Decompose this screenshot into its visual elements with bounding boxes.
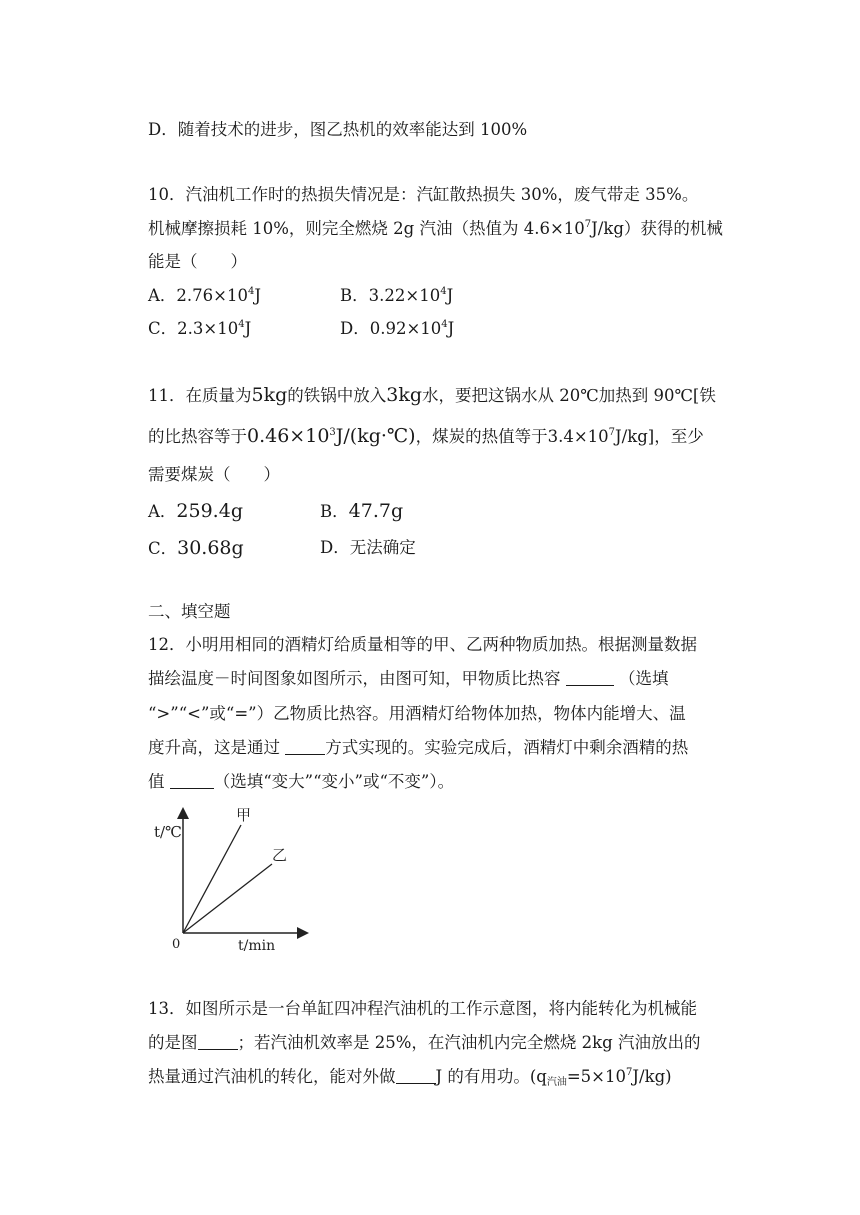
- q13-line2: [148, 1032, 700, 1054]
- q12-text-b: （选填: [619, 669, 669, 688]
- q11-option-b: [320, 500, 403, 523]
- q13-text-a: 的是图: [148, 1033, 198, 1052]
- q11-option-c: [148, 537, 244, 560]
- q13-line3: [148, 1066, 672, 1088]
- q11-option-a: [148, 500, 243, 523]
- option-unit: J: [446, 286, 454, 305]
- q11-math2-b: J/kg: [615, 427, 648, 446]
- q11-heat-value: [548, 427, 648, 446]
- option-label: B．: [340, 286, 369, 305]
- option-mantissa: 3.22×10: [368, 286, 441, 305]
- q10-line2-text-a: 机械摩擦损耗 10%，则完全燃烧 2g 汽油（热值为 4.6×10: [148, 219, 585, 238]
- q12-text-d: 方式实现的。实验完成后，酒精灯中剩余酒精的热: [325, 738, 689, 757]
- option-label: D．: [340, 319, 370, 338]
- answer-blank[interactable]: [566, 670, 614, 686]
- q10-line2-text-b: J/kg）获得的机械: [591, 219, 723, 238]
- q9-option-d: D．随着技术的进步，图乙热机的效率能达到 100%: [148, 120, 528, 139]
- q10-line2-exp: 7: [584, 219, 592, 230]
- option-value: 30.68g: [177, 537, 244, 559]
- option-exp: 4: [247, 286, 255, 297]
- option-unit: J: [254, 286, 261, 305]
- section-title: 二、填空题: [148, 602, 231, 621]
- q11-specific-heat: [247, 425, 416, 447]
- q11-text-b: 的铁锅中放入: [287, 386, 387, 405]
- option-unit: J: [447, 319, 455, 338]
- option-value: 47.7g: [348, 500, 404, 522]
- q12-text-c: 度升高，这是通过: [148, 738, 280, 757]
- option-value: 无法确定: [349, 538, 416, 557]
- option-label: D．: [320, 538, 350, 557]
- q13-text-e: =5×10: [566, 1067, 627, 1086]
- q11-line3: 需要煤炭（ ）: [148, 465, 280, 484]
- q11-text-e: ，煤炭的热值等于: [415, 427, 548, 446]
- q12-line4: [148, 737, 688, 759]
- q13-text-f: J/kg): [632, 1067, 672, 1086]
- q13-text-b: ；若汽油机效率是 25%，在汽油机内完全燃烧 2kg 汽油放出的: [237, 1033, 701, 1052]
- x-axis-label: t/min: [238, 938, 276, 954]
- q12-line2: [148, 668, 669, 690]
- q10-option-b: [340, 285, 453, 307]
- option-label: C．: [148, 539, 178, 558]
- option-label: C．: [148, 319, 178, 338]
- option-label: A．: [148, 502, 177, 521]
- q11-math2-exp: 7: [608, 427, 616, 438]
- option-exp: 4: [238, 319, 245, 330]
- line-yi: [183, 864, 272, 933]
- answer-blank[interactable]: [198, 1034, 238, 1050]
- q12-line1: 12．小明用相同的酒精灯给质量相等的甲、乙两种物质加热。根据测量数据: [148, 635, 697, 654]
- q13-line1: 13．如图所示是一台单缸四冲程汽油机的工作示意图，将内能转化为机械能: [148, 999, 697, 1018]
- line-jia-label: 甲: [236, 806, 252, 824]
- q13-text-c: 热量通过汽油机的转化，能对外做: [148, 1067, 396, 1086]
- q11-math-b: J/(kg·℃): [335, 425, 416, 447]
- q11-text-a: 11．在质量为: [148, 386, 252, 405]
- option-exp: 4: [440, 286, 447, 297]
- q11-text-c: 水，要把这锅水从 20℃加热到 90℃[铁: [422, 386, 716, 405]
- option-mantissa: 2.3×10: [177, 319, 239, 338]
- option-exp: 4: [441, 319, 448, 330]
- q12-line3: “>”“<”或“=”）乙物质比热容。用酒精灯给物体加热，物体内能增大、温: [148, 704, 686, 723]
- answer-blank[interactable]: [396, 1068, 436, 1084]
- line-yi-label: 乙: [272, 846, 288, 864]
- answer-blank[interactable]: [285, 739, 325, 755]
- q11-math2-a: 3.4×10: [547, 427, 609, 446]
- q10-line3: 能是（ ）: [148, 252, 247, 271]
- q11-math-a: 0.46×10: [247, 425, 330, 447]
- q11-text-d: 的比热容等于: [148, 427, 247, 446]
- q12-line5: [148, 771, 454, 793]
- q10-option-c: [148, 318, 251, 340]
- answer-blank[interactable]: [170, 773, 214, 789]
- q11-line1: [148, 384, 716, 407]
- q11-option-d: [320, 537, 416, 559]
- option-unit: J: [244, 319, 252, 338]
- q13-exp: 7: [626, 1067, 633, 1078]
- option-mantissa: 2.76×10: [176, 286, 248, 305]
- q11-text-f: ]，至少: [647, 427, 704, 446]
- q10-option-a: [148, 285, 261, 307]
- option-label: A．: [148, 286, 177, 305]
- line-jia: [183, 825, 241, 933]
- option-mantissa: 0.92×10: [369, 319, 442, 338]
- q10-line1: 10．汽油机工作时的热损失情况是：汽缸散热损失 30%，废气带走 35%。: [148, 185, 699, 204]
- q11-mass-water: 3kg: [386, 384, 423, 406]
- temperature-time-graph: [148, 800, 318, 960]
- q12-text-e: 值: [148, 772, 165, 791]
- q12-text-a: 描绘温度－时间图象如图所示，由图可知，甲物质比热容: [148, 669, 561, 688]
- q13-text-d: J 的有用功。(q: [435, 1067, 547, 1086]
- q12-text-f: （选填“变大”“变小”或“不变”）。: [213, 772, 455, 791]
- option-value: 259.4g: [176, 500, 243, 522]
- q10-line2: [148, 218, 723, 240]
- q13-sub: 汽油: [546, 1077, 567, 1088]
- y-axis-label: t/℃: [154, 823, 182, 841]
- origin-label: 0: [172, 937, 181, 952]
- q10-option-d: [340, 318, 454, 340]
- q11-math-exp: 3: [329, 427, 336, 438]
- q11-line2: [148, 425, 704, 448]
- q11-mass-iron: 5kg: [251, 384, 288, 406]
- option-label: B．: [320, 502, 349, 521]
